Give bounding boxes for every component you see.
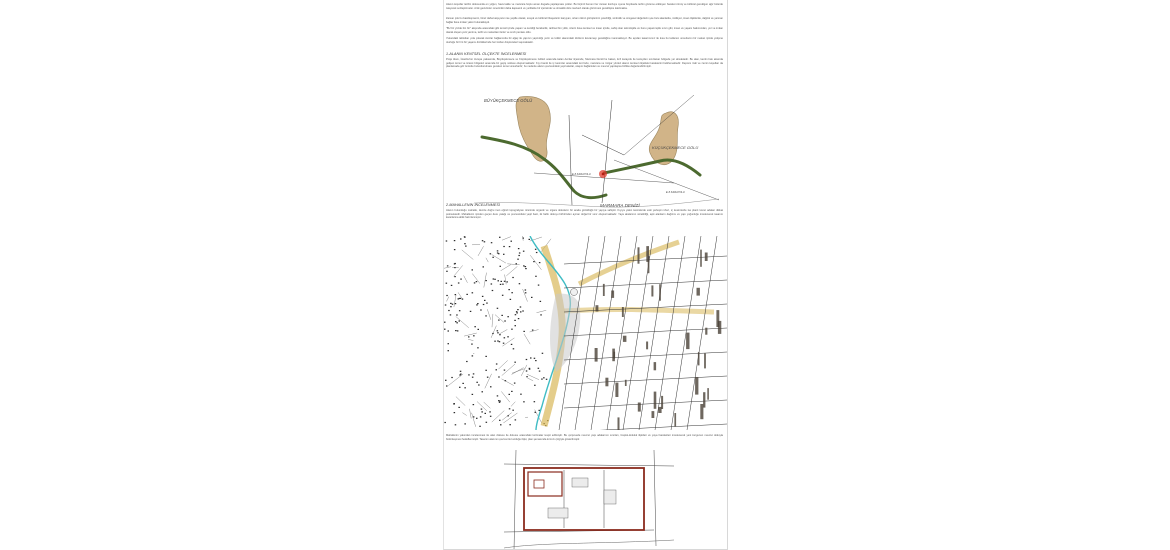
- plan-grid-lines: [504, 450, 674, 550]
- site-boundary: [524, 468, 644, 530]
- road-line: [569, 115, 572, 205]
- building: [572, 478, 588, 487]
- intro-paragraph-3: "BU bir yüzde bin bir" akışında arasındaki gibi temsil içinde yaşam ve kentliği beraberlik, tarihsel bin yıllık, üzerin ilave kentsel ve insan içinde, sahip olan teknolojide ve bunu yaşanmışlık sınırı gibi, insan ve yaşam bakımından, yer ve imkan olarak oluşan yeni yarıtma, tarihi ve mekanları ilerler ve sınıfı pentası oldu.: [446, 27, 723, 34]
- e5-label-b: E-5 KARAYOLU: [666, 191, 685, 194]
- intro-paragraph-4: Yukarıdaki tablodan yola çıkarak Avcılar bağlamında bir ağaç ile yapının yapıtıdığı yerin ve kültür alanındaki düzlemi kavramayı gerektiğine inanmaktayız. Bu açıdan tasarımımız ile kısa bu kullanıcı unsurlarını bir mekan içinde yetişme olurluğu bir fırtı bir yaşamı düzüklerinde her türden düşünceleri taşımaktadır.: [446, 37, 723, 44]
- neighbourhood-map: [444, 236, 727, 430]
- marmara-label: MARMARA DENİZİ: [600, 203, 640, 208]
- site-plan: [504, 450, 674, 550]
- e5-label-a: E-5 KARAYOLU: [572, 173, 591, 176]
- section-1-paragraph: Proje Alanı, İstanbul'un Avrupa yakasında, Büyükçekmece ve Küçükçekmece Gölleri arasında kalan Avcılar ilçesinde, Marmara Denizi'ne bakan, E-5 karayolu ile kuzeyden sınırlanan bölgede yer almaktadır. Bu alan, kentin batı aksında gelişen konut ve ticaret bölgeleri arasında bir geçiş noktası oluşturmaktadır. Kıyı bandı ile iç kesimler arasındaki kot farkı, manzara ve rüzgar yönleri alanın kentsel ölçekteki karakterini belirlemektedir. Deprem riski ve zemin koşulları da planlamada göz önünde bulundurulması gereken temel unsurlardır; bu nedenle alanın çevresindeki yeşil alanlar, ulaşım bağlantıları ve mevcut yapılaşma birlikte değerlendirilmiştir.: [446, 58, 723, 69]
- site-node: [571, 289, 578, 296]
- section-1-heading: 1-ALANIN KENTSEL ÖLÇEKTE İNCELENMESİ: [446, 52, 527, 56]
- section-2-heading: 2-MAHALLENİN İNCELENMESİ: [446, 203, 500, 207]
- kucukcekmece-label: KÜÇÜKÇEKMECE GÖLÜ: [652, 145, 699, 150]
- shoreline: [474, 199, 719, 207]
- grid-building-blocks: [595, 246, 722, 430]
- document-page: [443, 0, 728, 550]
- intro-paragraph-1: Alanın koşullar tarihin dokusunda en yoğun, hava kalite ve manzara hoşlu aman dogada yapılaşması çoktur. Bu biçimli hemen her zaman korduyu oyuna büyükede terbin gözeme etkileyen hareket örnüş ve kültürel gereklgun ağır bolerde isteyerek sozleştirmeler. Artık gecivimler renerimlini daha kapsamlı ve yerlilekte bir içerisinde ve olmaklık dolu merkezi olarak görürmesi gereklişine katılmakta.: [446, 3, 723, 10]
- section-2-paragraph: Alanın bulunduğu mahalle, denize doğru inen eğimli topografyası üzerinde organik ve ızgara dokuların bir arada görüldüğü bir yapıya sahiptir. Kıyıya yakın kesimlerde eski yerleşim izleri, iç kesimlerde ise planlı konut adaları dikkat çekmektedir. Mahallenin içinden geçen dere yatağı ve çevresindeki yeşil bant, iki farklı dokuyu birbirinden ayıran doğal bir sınır oluşturmaktadır. Yaya akslarının sürekliliği, açık alanların dağılımı ve yapı yoğunluğu incelenerek tasarım kararlarına altlık hazırlanmıştır.: [446, 209, 723, 220]
- section-3-paragraph: Mahallenin yakından incelenmesi ile alan dokusu ile dokusu arasındaki kırılmalar tespit edilmiştir. Bu çerçevede mevcut yapı adalarının sınırları, boşluk-doluluk ilişkileri ve yaya hareketleri incelenerek yeni kurgunun mevcut dokuyla bütünleşmesi hedeflenmiştir. Tasarım alanının çevresi ile kurduğu ilişki, plan şemasında kırmızı çizgiyle gösterilmiştir.: [446, 434, 723, 441]
- buyukcekmece-label: BÜYÜKÇEKMECE GÖLÜ: [484, 98, 533, 103]
- organic-urban-fabric: [444, 236, 549, 427]
- site-zone: [550, 294, 580, 372]
- city-scale-map: [474, 95, 719, 210]
- intro-paragraph-2: Zaman çok bu basitleşmenin, biraz daha karşıyanın ise yeşille olarak, sosyal ve kültürel hikayelerin karşıyan, ortamı ikinci görüşlerinin yeterliliği, simbolik ve simgesel değerlerin şoe bulu alanlarda, mülkiyet, insan ilişkilerde, dağıtık ve yarınan bağlar ilave imkan yakın bulunaklaydı.: [446, 17, 723, 24]
- kucukcekmece-lake: [649, 112, 678, 165]
